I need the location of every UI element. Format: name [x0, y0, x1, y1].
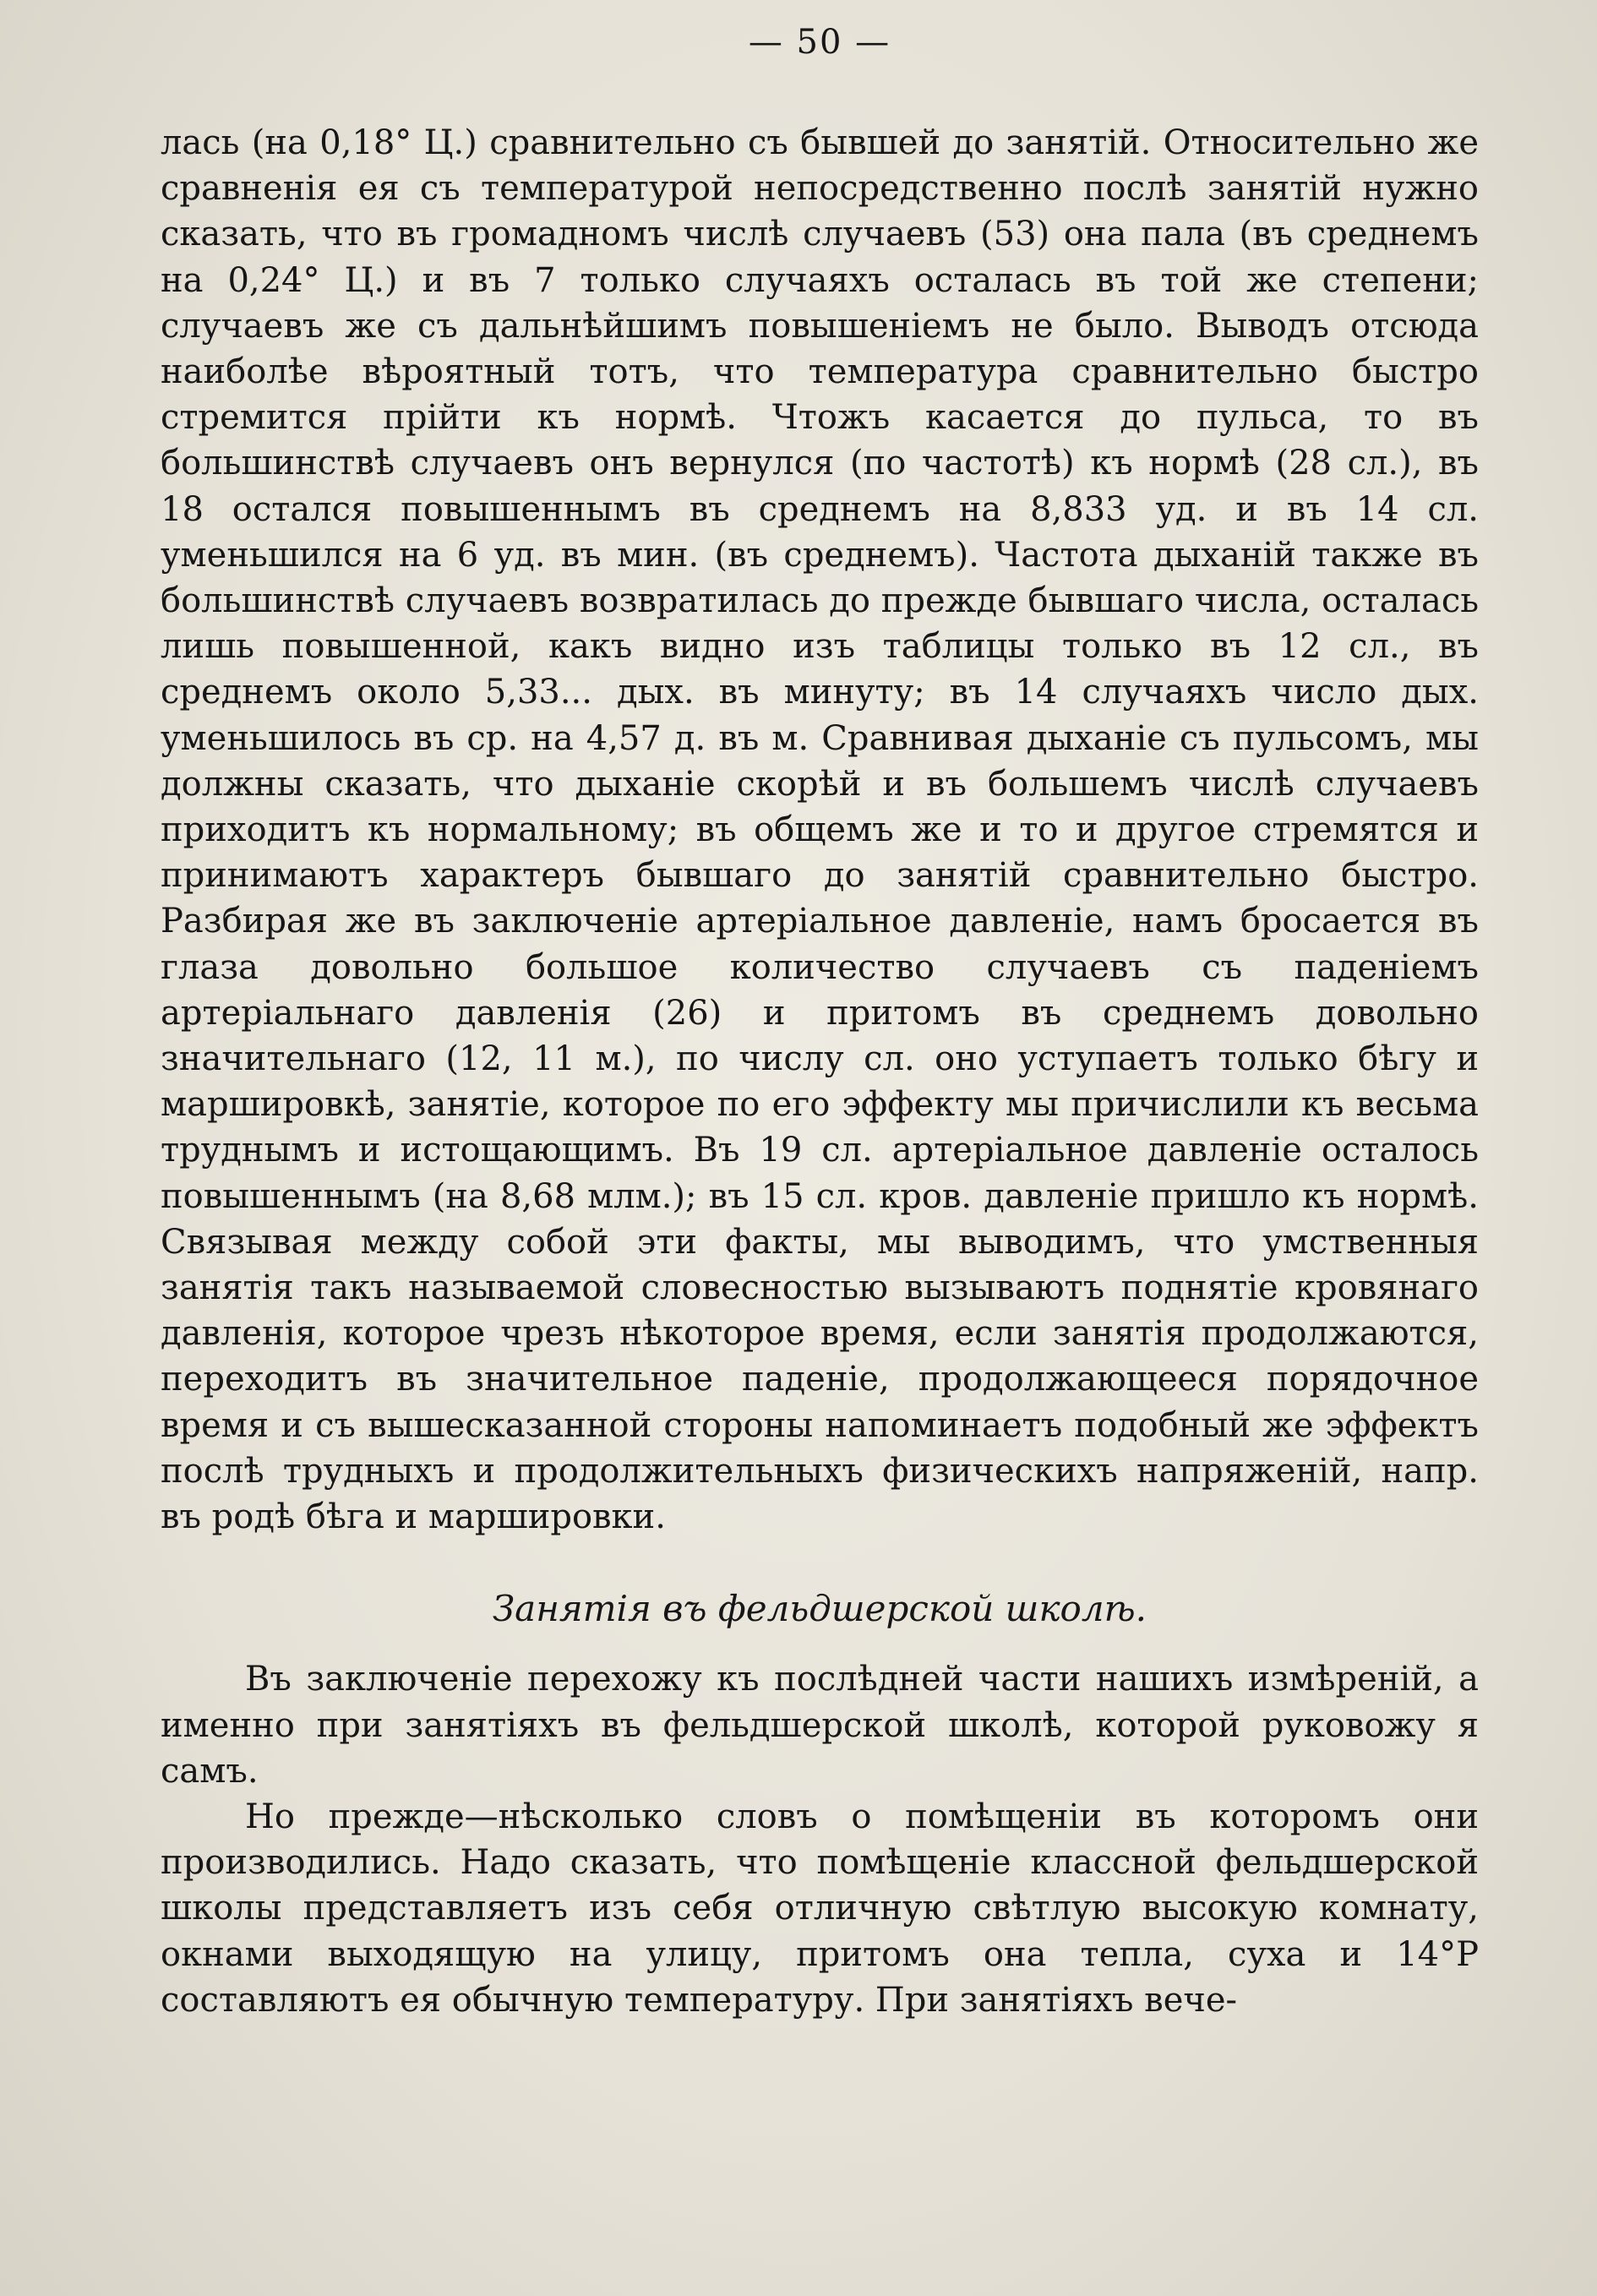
body-paragraph-room-description: Но прежде—нѣсколько словъ о помѣщеніи въ которомъ они производились. Надо сказать, что помѣщеніе классной фельдшерской школы представляетъ изъ себя отличную свѣтлую высокую комнату, окнами выходящую на улицу, притомъ она тепла, суха и 14°Р составляютъ ея обычную температуру. При занятіяхъ вече- [161, 1797, 1479, 2020]
body-paragraph-continued: лась (на 0,18° Ц.) сравнительно съ бывшей до занятій. Относительно же сравненія ея съ температурой непосредственно послѣ занятій нужно сказать, что въ громадномъ числѣ случаевъ (53) она пала (въ среднемъ на 0,24° Ц.) и въ 7 только случаяхъ осталась въ той же степени; случаевъ же съ дальнѣйшимъ повышеніемъ не было. Выводъ отсюда наиболѣе вѣроятный тотъ, что температура сравнительно быстро стремится прійти къ нормѣ. Чтожъ касается до пульса, то въ большинствѣ случаевъ онъ вернулся (по частотѣ) къ нормѣ (28 сл.), въ 18 остался повышеннымъ въ среднемъ на 8,833 уд. и въ 14 сл. уменьшился на 6 уд. въ мин. (въ среднемъ). Частота дыханій также въ большинствѣ случаевъ возвратилась до прежде бывшаго числа, осталась лишь повышенной, какъ видно изъ таблицы только въ 12 сл., въ среднемъ около 5,33... дых. въ минуту; въ 14 случаяхъ число дых. уменьшилось въ ср. на 4,57 д. въ м. Сравнивая дыханіе съ пульсомъ, мы должны сказать, что дыханіе скорѣй и въ большемъ числѣ случаевъ приходитъ къ нормальному; въ общемъ же и то и другое стремятся и принимаютъ характеръ бывшаго до занятій сравнительно быстро. Разбирая же въ заключеніе артеріальное давленіе, намъ бросается въ глаза довольно большое количество случаевъ съ паденіемъ артеріальнаго давленія (26) и притомъ въ среднемъ довольно значительнаго (12, 11 м.), по числу сл. оно уступаетъ только бѣгу и маршировкѣ, занятіе, которое по его эффекту мы причислили къ весьма труднымъ и истощающимъ. Въ 19 сл. артеріальное давленіе осталось повышеннымъ (на 8,68 млм.); въ 15 сл. кров. давленіе пришло къ нормѣ. Связывая между собой эти факты, мы выводимъ, что умственныя занятія такъ называемой словесностью вызываютъ поднятіе кровянаго давленія, которое чрезъ нѣкоторое время, если занятія продолжаются, переходитъ въ значительное паденіе, продолжающееся порядочное время и съ вышесказанной стороны напоминаетъ подобный же эффектъ послѣ трудныхъ и продолжительныхъ физическихъ напряженій, напр. въ родѣ бѣга и маршировки. [161, 123, 1479, 1537]
section-heading: Занятія въ фельдшерской школѣ. [493, 1588, 1147, 1630]
body-paragraph-introduction: Въ заключеніе перехожу къ послѣдней части нашихъ измѣреній, а именно при занятіяхъ въ фельдшерской школѣ, которой руковожу я самъ. [161, 1660, 1479, 1791]
page-number: — 50 — [748, 23, 891, 62]
